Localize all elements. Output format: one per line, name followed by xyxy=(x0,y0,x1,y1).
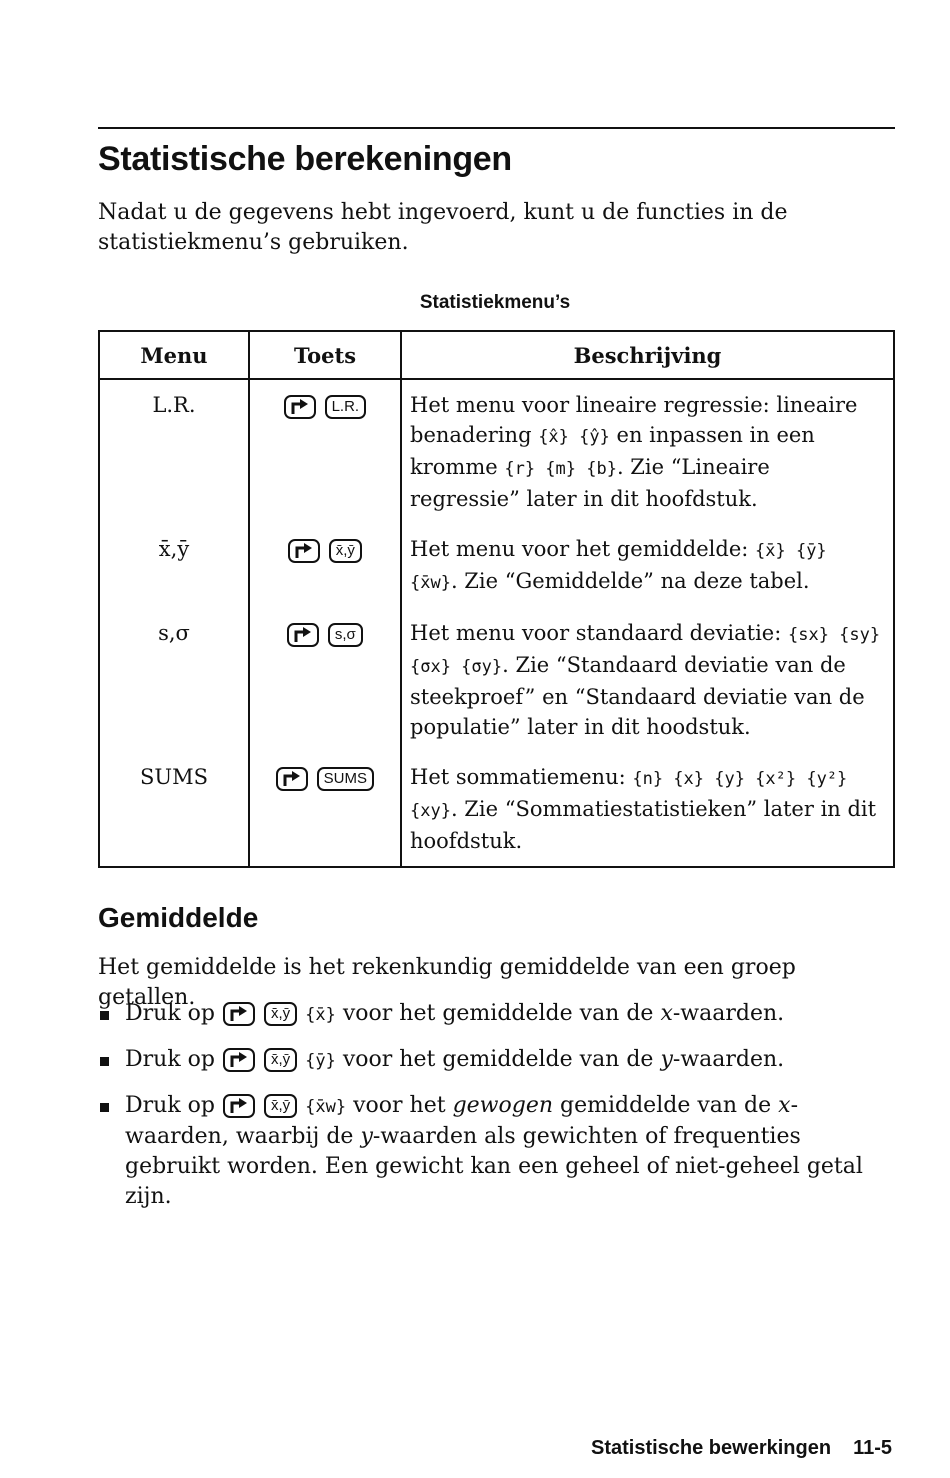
section-title: Statistische berekeningen xyxy=(98,140,512,178)
key-cell xyxy=(249,379,401,524)
menu-labels: {sx} {sy} {σx} {σy} xyxy=(410,625,881,677)
menu-cell: x̄,ȳ xyxy=(99,524,249,608)
header-key: Toets xyxy=(249,331,401,379)
page-footer xyxy=(591,1437,892,1460)
mean-key: x̄,ȳ xyxy=(329,539,362,563)
table-row xyxy=(99,379,894,524)
table-header-row xyxy=(99,331,894,379)
list-item: Druk op x̄,ȳ {ȳ} voor het gemiddelde van de y-waarden. xyxy=(98,1045,888,1076)
bullet-icon xyxy=(100,1057,109,1066)
menu-labels: {x̄} {ȳ} {x̄w} xyxy=(410,541,827,593)
right-shift-key-icon xyxy=(287,623,319,647)
header-description: Beschrijving xyxy=(401,331,894,379)
bullet-icon xyxy=(100,1011,109,1020)
table-row xyxy=(99,524,894,608)
right-shift-key-icon xyxy=(223,1048,255,1072)
description-cell: Het menu voor standaard deviatie: {sx} {sy} {σx} {σy}. Zie “Standaard deviatie van de steekproef” en “Standaard deviatie van de populatie” later in dit hoodstuk. xyxy=(401,608,894,752)
right-shift-key-icon xyxy=(284,395,316,419)
menu-labels: {x̂} {ŷ} xyxy=(538,427,610,447)
list-item: Druk op x̄,ȳ {x̄} voor het gemiddelde van de x-waarden. xyxy=(98,999,888,1030)
menu-labels: {n} {x} {y} {x²} {y²} {xy} xyxy=(410,769,848,821)
table-caption: Statistiekmenu’s xyxy=(419,292,571,313)
intro-paragraph: Nadat u de gegevens hebt ingevoerd, kunt u de functies in de statistiekmenu’s gebruiken. xyxy=(98,200,788,255)
table-row xyxy=(99,608,894,752)
menu-cell: s,σ xyxy=(99,608,249,752)
table-row xyxy=(99,752,894,867)
header-menu: Menu xyxy=(99,331,249,379)
bullet-icon xyxy=(100,1103,109,1112)
description-cell: Het menu voor lineaire regressie: lineaire benadering {x̂} {ŷ} en inpassen in een kromme {r} {m} {b}. Zie “Lineaire regressie” later in dit hoofdstuk. xyxy=(401,379,894,524)
mean-key: x̄,ȳ xyxy=(264,1048,297,1072)
lr-key: L.R. xyxy=(325,395,367,419)
key-cell xyxy=(249,752,401,867)
key-cell xyxy=(249,524,401,608)
mean-key: x̄,ȳ xyxy=(264,1094,297,1118)
right-shift-key-icon xyxy=(276,767,308,791)
footer-chapter-title: Statistische bewerkingen xyxy=(590,1437,832,1459)
description-cell: Het menu voor het gemiddelde: {x̄} {ȳ} {x̄w}. Zie “Gemiddelde” na deze tabel. xyxy=(401,524,894,608)
menu-labels: {r} {m} {b} xyxy=(504,459,617,479)
sums-key: SUMS xyxy=(317,767,374,791)
list-item: Druk op x̄,ȳ {x̄w} voor het gewogen gemiddelde van de x-waarden, waarbij de y-waarden als gewichten of frequenties gebruikt worden. Een gewicht kan een geheel of niet-geheel getal zijn. xyxy=(98,1091,888,1212)
page-number: 11-5 xyxy=(853,1437,892,1459)
subsection-paragraph: Het gemiddelde is het rekenkundig gemiddelde van een groep getallen. xyxy=(98,955,796,1010)
right-shift-key-icon xyxy=(223,1002,255,1026)
subsection-title: Gemiddelde xyxy=(98,902,259,933)
mean-key: x̄,ȳ xyxy=(264,1002,297,1026)
description-cell: Het sommatiemenu: {n} {x} {y} {x²} {y²} {xy}. Zie “Sommatiestatistieken” later in dit hoofdstuk. xyxy=(401,752,894,867)
menu-label: {x̄} xyxy=(305,1005,336,1025)
key-cell xyxy=(249,608,401,752)
std-dev-key: s,σ xyxy=(328,623,363,647)
top-rule xyxy=(98,127,895,129)
statistics-menu-table xyxy=(98,330,895,868)
right-shift-key-icon xyxy=(288,539,320,563)
menu-cell: L.R. xyxy=(99,379,249,524)
instruction-list xyxy=(98,999,888,1227)
menu-cell: SUMS xyxy=(99,752,249,867)
menu-label: {ȳ} xyxy=(305,1051,336,1071)
menu-label: {x̄w} xyxy=(305,1097,347,1117)
right-shift-key-icon xyxy=(223,1094,255,1118)
